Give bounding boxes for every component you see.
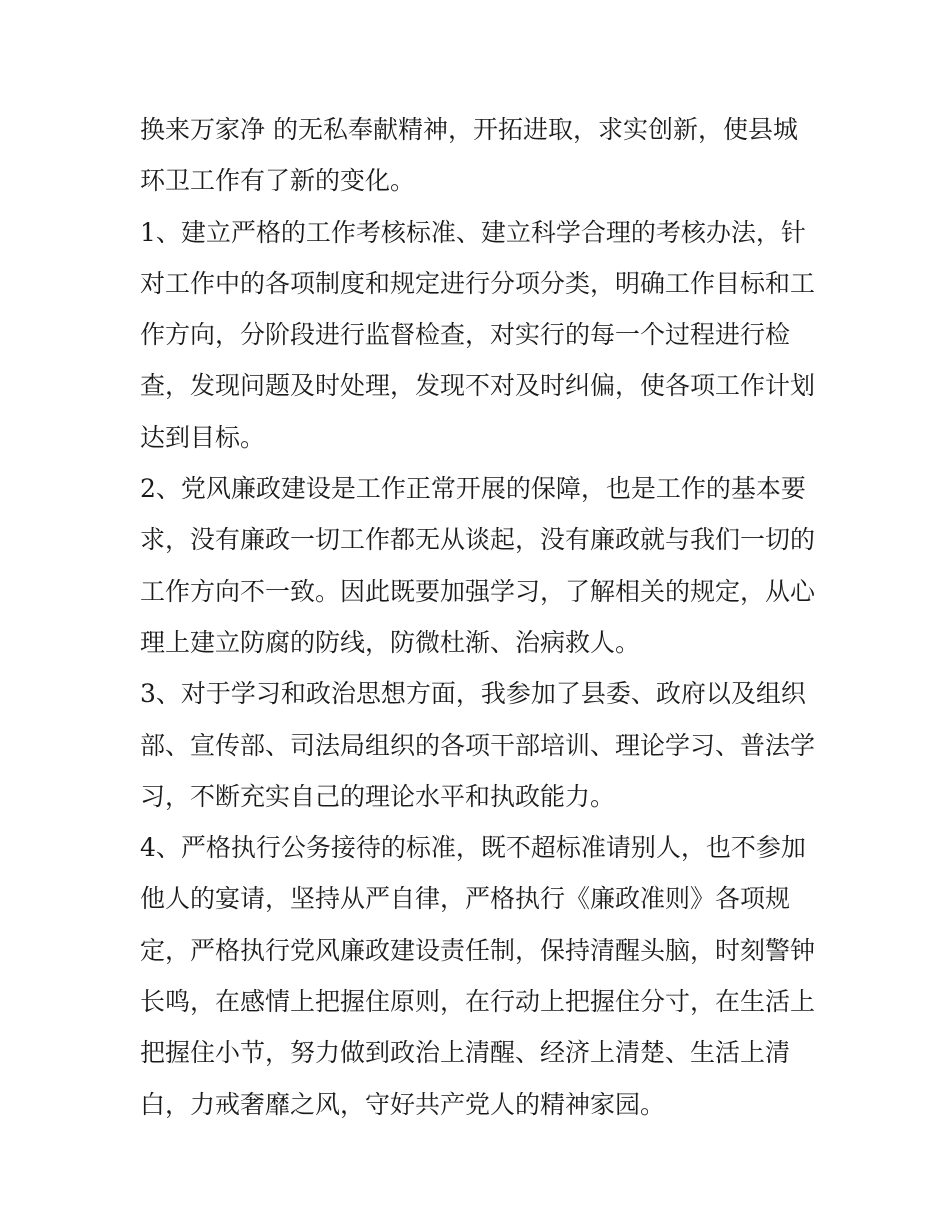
text-line: 求，没有廉政一切工作都无从谈起，没有廉政就与我们一切的 [140,525,816,555]
text-line: 长鸣，在感情上把握住原则，在行动上把握住分寸，在生活上 [140,987,816,1017]
body-text [140,104,820,1130]
text-line: 环卫工作有了新的变化。 [140,166,416,196]
text-line: 4、严格执行公务接待的标准，既不超标准请别人，也不参加 [140,833,806,863]
text-line: 3、对于学习和政治思想方面，我参加了县委、政府以及组织 [140,679,806,709]
text-line: 换来万家净 的无私奉献精神，开拓进取，求实创新，使县城 [140,115,798,144]
text-line: 工作方向不一致。因此既要加强学习，了解相关的规定，从心 [140,576,816,606]
text-line: 查，发现问题及时处理，发现不对及时纠偏，使各项工作计划 [140,371,816,401]
text-line: 习，不断充实自己的理论水平和执政能力。 [140,781,616,811]
text-line: 作方向，分阶段进行监督检查，对实行的每一个过程进行检 [140,320,791,350]
text-line: 他人的宴请，坚持从严自律，严格执行《廉政准则》各项规 [140,884,791,914]
text-line: 把握住小节，努力做到政治上清醒、经济上清楚、生活上清 [140,1038,791,1068]
text-line: 白，力戒奢靡之风，守好共产党人的精神家园。 [140,1089,666,1119]
text-line: 理上建立防腐的防线，防微杜渐、治病救人。 [140,627,641,657]
text-line: 部、宣传部、司法局组织的各项干部培训、理论学习、普法学 [140,730,816,760]
text-line: 达到目标。 [140,422,266,452]
text-line: 定，严格执行党风廉政建设责任制，保持清醒头脑，时刻警钟 [140,935,816,965]
text-line: 1、建立严格的工作考核标准、建立科学合理的考核办法，针 [140,217,806,247]
text-line: 2、党风廉政建设是工作正常开展的保障，也是工作的基本要 [140,474,806,504]
text-line: 对工作中的各项制度和规定进行分项分类，明确工作目标和工 [140,268,816,298]
